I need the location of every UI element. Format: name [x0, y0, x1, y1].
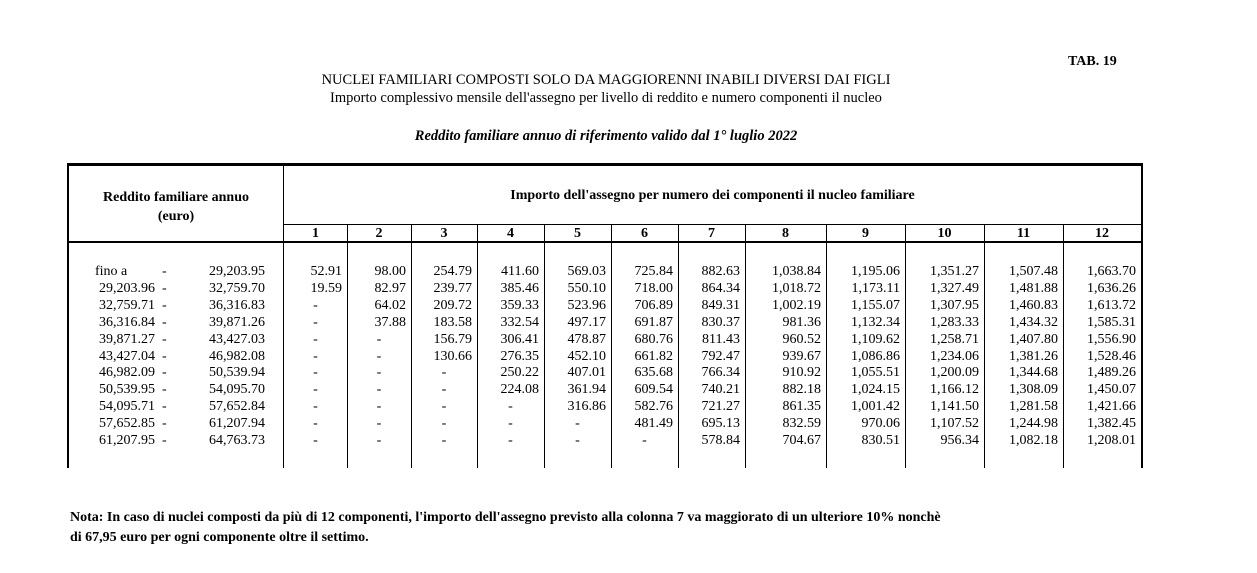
table-cell: - [441, 399, 447, 415]
table-cell: 1,173.11 [851, 280, 900, 296]
income-separator: - [162, 331, 167, 347]
income-separator: - [162, 314, 167, 330]
header-separator-top [284, 224, 1141, 225]
table-cell: 721.27 [701, 399, 740, 415]
column-header-1: 1 [312, 226, 319, 241]
table-cell: - [313, 382, 318, 398]
table-cell: 578.84 [701, 433, 740, 448]
table-cell: 250.22 [500, 365, 539, 381]
column-header-11: 11 [1016, 226, 1031, 241]
table-row [0, 264, 1257, 281]
table-cell: 361.94 [567, 382, 606, 398]
income-from: fino a [95, 264, 128, 279]
table-cell: 1,132.34 [851, 314, 900, 330]
column-header-10: 10 [937, 226, 952, 241]
table-cell: - [313, 331, 318, 347]
footnote-line1: Nota: In caso di nuclei composti da più di 12 componenti, l'importo dell'assegno previsto alla colonna 7 va maggiorato di un ulteriore 10% nonchè [70, 510, 941, 525]
income-from: 39,871.27 [99, 331, 155, 347]
table-cell: 811.43 [702, 331, 740, 347]
table-cell: - [313, 314, 318, 330]
page-title: NUCLEI FAMILIARI COMPOSTI SOLO DA MAGGIORENNI INABILI DIVERSI DAI FIGLI [321, 72, 891, 88]
column-header-3: 3 [440, 226, 448, 241]
table-cell: 1,258.71 [930, 331, 979, 347]
table-cell: 523.96 [567, 297, 606, 313]
table-row [0, 382, 1257, 399]
table-cell: - [441, 382, 447, 398]
table-cell: 1,234.06 [930, 348, 979, 364]
table-cell: - [376, 433, 382, 448]
table-cell: 497.17 [567, 314, 606, 330]
reference-period: Reddito familiare annuo di riferimento valido dal 1° luglio 2022 [414, 128, 798, 144]
table-cell: 407.01 [567, 365, 606, 381]
income-separator: - [162, 348, 167, 364]
income-separator: - [162, 399, 167, 415]
income-header [69, 188, 283, 226]
table-cell: 861.35 [782, 399, 821, 415]
table-cell: - [313, 399, 318, 415]
table-cell: 130.66 [433, 348, 472, 364]
column-header-9: 9 [862, 226, 869, 241]
table-cell: 452.10 [567, 348, 606, 364]
table-cell: - [441, 433, 447, 448]
table-cell: - [575, 433, 580, 448]
table-cell: - [313, 365, 318, 381]
income-separator: - [162, 416, 167, 432]
table-cell: 695.13 [701, 416, 740, 432]
table-cell: 1,407.80 [1009, 331, 1058, 347]
income-separator: - [162, 264, 167, 279]
income-from: 57,652.85 [99, 416, 155, 432]
amount-header: Importo dell'assegno per numero dei componenti il nucleo familiare [510, 188, 915, 203]
table-cell: 1,663.70 [1087, 264, 1136, 279]
table-cell: 1,421.66 [1087, 399, 1136, 415]
table-cell: 1,382.45 [1087, 416, 1136, 432]
table-cell: 19.59 [310, 280, 342, 296]
table-cell: 224.08 [500, 382, 539, 398]
table-cell: 609.54 [634, 382, 673, 398]
table-cell: 1,107.52 [930, 416, 979, 432]
income-separator: - [162, 382, 167, 398]
table-cell: - [376, 399, 382, 415]
table-cell: 1,001.42 [851, 399, 900, 415]
table-row [0, 399, 1257, 416]
table-cell: - [441, 365, 447, 381]
table-cell: - [376, 331, 382, 347]
table-cell: 569.03 [567, 264, 606, 279]
table-cell: 970.06 [861, 416, 900, 432]
table-cell: 849.31 [701, 297, 740, 313]
table-cell: - [508, 399, 513, 415]
income-from: 61,207.95 [99, 433, 155, 448]
table-cell: 1,489.26 [1087, 365, 1136, 381]
table-cell: - [313, 416, 318, 432]
table-cell: - [508, 416, 513, 432]
income-to: 54,095.70 [209, 382, 265, 398]
page-subtitle: Importo complessivo mensile dell'assegno per livello di reddito e numero componenti il nucleo [330, 90, 882, 106]
table-cell: 306.41 [500, 331, 539, 347]
income-to: 39,871.26 [209, 314, 265, 330]
income-to: 61,207.94 [209, 416, 265, 432]
table-cell: 792.47 [701, 348, 740, 364]
table-cell: 582.76 [634, 399, 673, 415]
table-cell: 1,244.98 [1009, 416, 1058, 432]
table-cell: 1,024.15 [851, 382, 900, 398]
table-cell: 1,327.49 [930, 280, 979, 296]
table-row [0, 315, 1257, 332]
table-cell: 550.10 [567, 280, 606, 296]
table-cell: - [441, 416, 447, 432]
table-cell: 332.54 [500, 314, 539, 330]
income-to: 50,539.94 [209, 365, 265, 381]
column-header-2: 2 [375, 226, 383, 241]
table-cell: 1,155.07 [851, 297, 900, 313]
table-cell: 37.88 [374, 314, 406, 330]
table-cell: 1,507.48 [1009, 264, 1058, 279]
table-cell: 1,281.58 [1009, 399, 1058, 415]
income-separator: - [162, 297, 167, 313]
table-cell: 82.97 [374, 280, 406, 296]
table-cell: - [313, 433, 318, 448]
table-cell: 52.91 [310, 264, 342, 279]
table-cell: 1,283.33 [930, 314, 979, 330]
table-cell: 1,613.72 [1087, 297, 1136, 313]
table-cell: 276.35 [500, 348, 539, 364]
table-cell: 635.68 [634, 365, 673, 381]
table-cell: 830.37 [701, 314, 740, 330]
table-cell: 740.21 [701, 382, 740, 398]
table-cell: - [376, 348, 382, 364]
table-row [0, 298, 1257, 315]
table-cell: 98.00 [374, 264, 406, 279]
table-cell: 316.86 [567, 399, 606, 415]
table-row [0, 332, 1257, 349]
table-cell: 956.34 [940, 433, 979, 448]
income-from: 32,759.71 [99, 297, 155, 313]
table-cell: 359.33 [500, 297, 539, 313]
column-header-8: 8 [782, 226, 789, 241]
income-separator: - [162, 365, 167, 381]
table-cell: 1,195.06 [851, 264, 900, 279]
table-cell: 64.02 [374, 297, 406, 313]
table-cell: 183.58 [433, 314, 472, 330]
table-cell: 981.36 [782, 314, 821, 330]
income-from: 36,316.84 [99, 314, 155, 330]
table-cell: - [642, 433, 647, 448]
table-cell: 1,351.27 [930, 264, 979, 279]
table-cell: 1,109.62 [851, 331, 900, 347]
table-cell: 1,381.26 [1009, 348, 1058, 364]
footnote-line2: di 67,95 euro per ogni componente oltre il settimo. [70, 530, 369, 545]
table-cell: - [376, 365, 382, 381]
table-cell: - [313, 297, 318, 313]
table-cell: 661.82 [634, 348, 673, 364]
income-from: 43,427.04 [99, 348, 155, 364]
table-cell: 1,200.09 [930, 365, 979, 381]
income-from: 46,982.09 [99, 365, 155, 381]
table-cell: 718.00 [634, 280, 673, 296]
income-to: 29,203.95 [209, 264, 265, 279]
table-row [0, 281, 1257, 298]
table-cell: 254.79 [433, 264, 472, 279]
income-to: 32,759.70 [209, 280, 265, 296]
table-cell: 1,018.72 [772, 280, 821, 296]
table-cell: - [508, 433, 513, 448]
column-header-4: 4 [507, 226, 514, 241]
table-cell: 706.89 [634, 297, 673, 313]
table-cell: 1,450.07 [1087, 382, 1136, 398]
income-header-line2: (euro) [157, 209, 195, 224]
table-cell: 704.67 [782, 433, 821, 448]
table-cell: 1,460.83 [1009, 297, 1058, 313]
income-to: 36,316.83 [209, 297, 265, 313]
table-cell: 411.60 [501, 264, 539, 279]
table-cell: 1,166.12 [930, 382, 979, 398]
table-cell: 766.34 [701, 365, 740, 381]
table-cell: 1,307.95 [930, 297, 979, 313]
table-cell: 1,434.32 [1009, 314, 1058, 330]
table-cell: 864.34 [701, 280, 740, 296]
table-cell: 725.84 [634, 264, 673, 279]
income-to: 57,652.84 [209, 399, 265, 415]
table-cell: 1,585.31 [1087, 314, 1136, 330]
income-separator: - [162, 433, 167, 448]
table-cell: 1,556.90 [1087, 331, 1136, 347]
column-header-5: 5 [574, 226, 581, 241]
income-to: 43,427.03 [209, 331, 265, 347]
income-from: 54,095.71 [99, 399, 155, 415]
table-cell: 478.87 [567, 331, 606, 347]
table-cell: 481.49 [634, 416, 673, 432]
table-cell: 1,055.51 [851, 365, 900, 381]
table-cell: 1,038.84 [772, 264, 821, 279]
column-header-6: 6 [641, 226, 648, 241]
table-cell: 680.76 [634, 331, 673, 347]
footnote [70, 508, 941, 548]
table-row [0, 433, 1257, 450]
table-cell: 939.67 [782, 348, 821, 364]
table-cell: - [313, 348, 318, 364]
table-cell: 1,208.01 [1087, 433, 1136, 448]
table-cell: 1,528.46 [1087, 348, 1136, 364]
table-row [0, 349, 1257, 366]
table-row [0, 365, 1257, 382]
table-cell: - [376, 416, 382, 432]
table-cell: 385.46 [500, 280, 539, 296]
income-from: 50,539.95 [99, 382, 155, 398]
table-cell: 830.51 [861, 433, 900, 448]
table-cell: 1,082.18 [1009, 433, 1058, 448]
table-cell: - [376, 382, 382, 398]
table-cell: 1,002.19 [772, 297, 821, 313]
table-cell: - [575, 416, 580, 432]
column-header-7: 7 [708, 226, 715, 241]
table-cell: 910.92 [782, 365, 821, 381]
table-cell: 832.59 [782, 416, 821, 432]
income-header-line1: Reddito familiare annuo [103, 190, 249, 205]
table-cell: 1,344.68 [1009, 365, 1058, 381]
income-from: 29,203.96 [99, 280, 155, 296]
table-cell: 691.87 [634, 314, 673, 330]
table-cell: 209.72 [433, 297, 472, 313]
table-number: TAB. 19 [1068, 54, 1117, 69]
table-cell: 1,481.88 [1009, 280, 1058, 296]
table-cell: 1,308.09 [1009, 382, 1058, 398]
table-row [0, 416, 1257, 433]
table-cell: 960.52 [782, 331, 821, 347]
table-cell: 1,141.50 [930, 399, 979, 415]
table-cell: 882.63 [701, 264, 740, 279]
table-cell: 239.77 [433, 280, 472, 296]
income-separator: - [162, 280, 167, 296]
column-header-12: 12 [1095, 226, 1109, 241]
table-cell: 882.18 [782, 382, 821, 398]
table-cell: 1,086.86 [851, 348, 900, 364]
table-cell: 1,636.26 [1087, 280, 1136, 296]
income-to: 64,763.73 [209, 433, 265, 448]
table-cell: 156.79 [433, 331, 472, 347]
income-to: 46,982.08 [209, 348, 265, 364]
